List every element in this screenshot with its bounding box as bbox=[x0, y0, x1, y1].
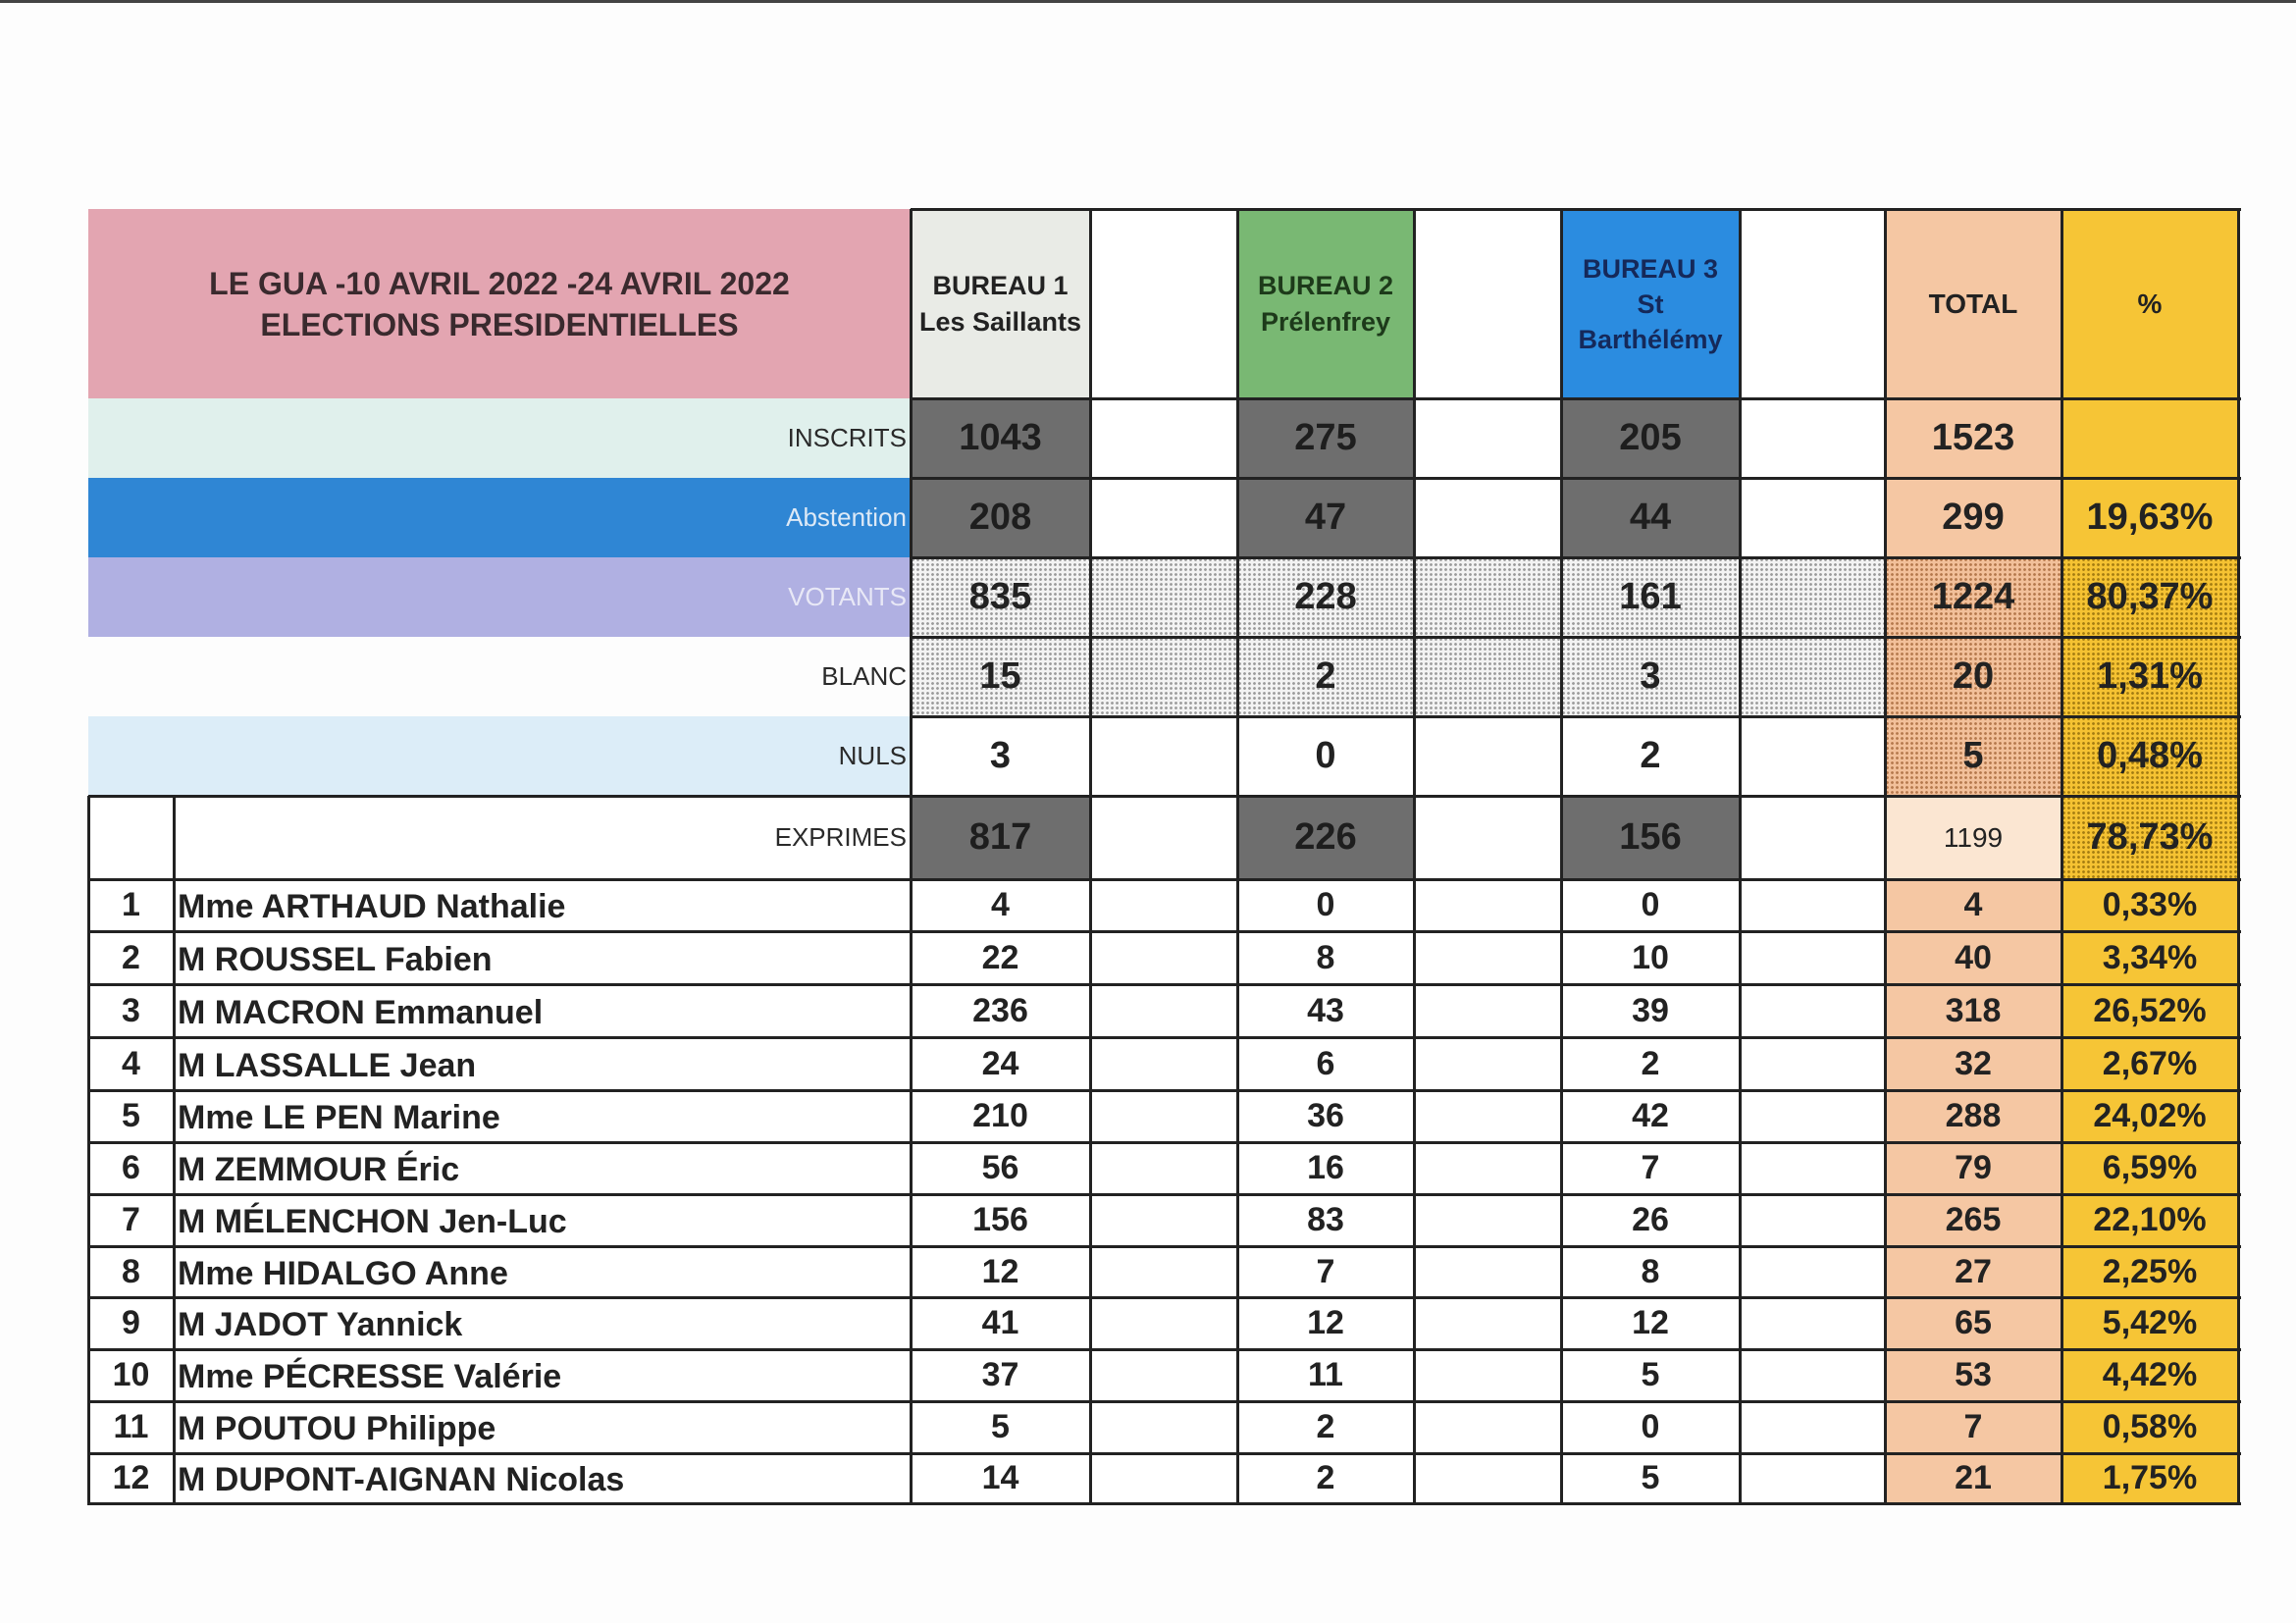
grid-h-summary-0 bbox=[911, 208, 2241, 211]
candidate-8-idx: 8 bbox=[88, 1246, 174, 1297]
candidate-2-blank-5 bbox=[1414, 931, 1561, 984]
candidate-11-total: 7 bbox=[1885, 1401, 2061, 1453]
blanc-b3: 3 bbox=[1561, 637, 1740, 716]
blanc-b1-blank bbox=[1090, 637, 1237, 716]
candidate-6-b2: 16 bbox=[1237, 1142, 1414, 1194]
candidate-3-pct: 26,52% bbox=[2061, 984, 2238, 1037]
summary-label-nuls: NULS bbox=[88, 716, 911, 796]
exprimes-index-blank bbox=[88, 796, 174, 879]
inscrits-b2: 275 bbox=[1237, 398, 1414, 478]
nuls-b3: 2 bbox=[1561, 716, 1740, 796]
candidate-9-blank-7 bbox=[1740, 1297, 1885, 1349]
summary-label-inscrits: INSCRITS bbox=[88, 398, 911, 478]
abstention-total: 299 bbox=[1885, 478, 2061, 557]
exprimes-b1: 817 bbox=[911, 796, 1090, 879]
grid-h-row-9 bbox=[88, 1348, 2241, 1351]
blanc-b2-blank bbox=[1414, 637, 1561, 716]
grid-h-row-4 bbox=[88, 1089, 2241, 1092]
candidate-3-blank-3 bbox=[1090, 984, 1237, 1037]
blanc-b1: 15 bbox=[911, 637, 1090, 716]
candidate-7-idx: 7 bbox=[88, 1194, 174, 1246]
candidate-8-name: Mme HIDALGO Anne bbox=[174, 1246, 911, 1297]
votants-b2: 228 bbox=[1237, 557, 1414, 637]
bureau-1-name: BUREAU 1 bbox=[932, 270, 1069, 300]
candidate-1-b2: 0 bbox=[1237, 879, 1414, 931]
candidate-8-b1: 12 bbox=[911, 1246, 1090, 1297]
candidate-2-b1: 22 bbox=[911, 931, 1090, 984]
candidate-9-blank-5 bbox=[1414, 1297, 1561, 1349]
candidate-9-b1: 41 bbox=[911, 1297, 1090, 1349]
candidate-10-blank-7 bbox=[1740, 1349, 1885, 1401]
candidate-6-total: 79 bbox=[1885, 1142, 2061, 1194]
candidate-7-b3: 26 bbox=[1561, 1194, 1740, 1246]
candidate-7-blank-3 bbox=[1090, 1194, 1237, 1246]
candidate-7-blank-5 bbox=[1414, 1194, 1561, 1246]
candidate-10-b2: 11 bbox=[1237, 1349, 1414, 1401]
candidate-8-blank-5 bbox=[1414, 1246, 1561, 1297]
grid-h-summary-6 bbox=[911, 795, 2241, 798]
candidate-9-blank-3 bbox=[1090, 1297, 1237, 1349]
candidate-5-blank-3 bbox=[1090, 1090, 1237, 1142]
candidate-1-b1: 4 bbox=[911, 879, 1090, 931]
grid-h-row-10 bbox=[88, 1400, 2241, 1403]
candidate-9-total: 65 bbox=[1885, 1297, 2061, 1349]
inscrits-pct bbox=[2061, 398, 2238, 478]
candidate-6-name: M ZEMMOUR Éric bbox=[174, 1142, 911, 1194]
bureau-1-place: Les Saillants bbox=[918, 306, 1082, 337]
candidate-1-total: 4 bbox=[1885, 879, 2061, 931]
nuls-b2: 0 bbox=[1237, 716, 1414, 796]
grid-v-5 bbox=[1739, 209, 1742, 1505]
candidate-2-pct: 3,34% bbox=[2061, 931, 2238, 984]
grid-v-7 bbox=[2061, 209, 2063, 1505]
nuls-b1: 3 bbox=[911, 716, 1090, 796]
votants-b2-blank bbox=[1414, 557, 1561, 637]
exprimes-b1-blank bbox=[1090, 796, 1237, 879]
candidate-10-b1: 37 bbox=[911, 1349, 1090, 1401]
inscrits-b3: 205 bbox=[1561, 398, 1740, 478]
grid-h-row-3 bbox=[88, 1036, 2241, 1039]
abstention-b2: 47 bbox=[1237, 478, 1414, 557]
grid-h-summary-4 bbox=[911, 636, 2241, 639]
candidate-2-b3: 10 bbox=[1561, 931, 1740, 984]
candidate-5-b2: 36 bbox=[1237, 1090, 1414, 1142]
candidate-12-b1: 14 bbox=[911, 1453, 1090, 1503]
candidate-8-b3: 8 bbox=[1561, 1246, 1740, 1297]
summary-label-abstention: Abstention bbox=[88, 478, 911, 557]
votants-b1-blank bbox=[1090, 557, 1237, 637]
candidate-6-pct: 6,59% bbox=[2061, 1142, 2238, 1194]
percent-header bbox=[2061, 209, 2238, 398]
candidate-8-blank-3 bbox=[1090, 1246, 1237, 1297]
grid-h-row-6 bbox=[88, 1193, 2241, 1196]
candidate-12-idx: 12 bbox=[88, 1453, 174, 1503]
candidate-9-pct: 5,42% bbox=[2061, 1297, 2238, 1349]
inscrits-total: 1523 bbox=[1885, 398, 2061, 478]
candidate-11-blank-5 bbox=[1414, 1401, 1561, 1453]
votants-pct: 80,37% bbox=[2061, 557, 2238, 637]
total-header bbox=[1885, 209, 2061, 398]
candidate-12-total: 21 bbox=[1885, 1453, 2061, 1503]
candidate-1-idx: 1 bbox=[88, 879, 174, 931]
summary-label-exprimes: EXPRIMES bbox=[174, 796, 911, 879]
title-block bbox=[88, 209, 911, 398]
grid-v-3 bbox=[1413, 209, 1416, 1505]
abstention-b3-blank bbox=[1740, 478, 1885, 557]
candidate-3-idx: 3 bbox=[88, 984, 174, 1037]
candidate-10-name: Mme PÉCRESSE Valérie bbox=[174, 1349, 911, 1401]
grid-v-left bbox=[87, 796, 90, 1505]
candidate-3-b3: 39 bbox=[1561, 984, 1740, 1037]
candidate-1-blank-7 bbox=[1740, 879, 1885, 931]
exprimes-total: 1199 bbox=[1885, 796, 2061, 879]
bureau-3-blank-header bbox=[1740, 209, 1885, 398]
votants-b1: 835 bbox=[911, 557, 1090, 637]
candidate-6-blank-5 bbox=[1414, 1142, 1561, 1194]
abstention-b2-blank bbox=[1414, 478, 1561, 557]
candidate-4-blank-3 bbox=[1090, 1037, 1237, 1090]
candidate-9-name: M JADOT Yannick bbox=[174, 1297, 911, 1349]
candidate-4-blank-5 bbox=[1414, 1037, 1561, 1090]
blanc-total: 20 bbox=[1885, 637, 2061, 716]
candidate-11-name: M POUTOU Philippe bbox=[174, 1401, 911, 1453]
candidate-10-b3: 5 bbox=[1561, 1349, 1740, 1401]
nuls-b1-blank bbox=[1090, 716, 1237, 796]
candidate-11-blank-3 bbox=[1090, 1401, 1237, 1453]
grid-h-row-12 bbox=[88, 1502, 2241, 1505]
candidate-11-pct: 0,58% bbox=[2061, 1401, 2238, 1453]
candidate-6-blank-7 bbox=[1740, 1142, 1885, 1194]
grid-v-4 bbox=[1560, 209, 1563, 1505]
candidate-1-blank-5 bbox=[1414, 879, 1561, 931]
grid-v-1 bbox=[1089, 209, 1092, 1505]
candidate-3-blank-5 bbox=[1414, 984, 1561, 1037]
grid-h-row-5 bbox=[88, 1141, 2241, 1144]
exprimes-b3-blank bbox=[1740, 796, 1885, 879]
candidate-5-pct: 24,02% bbox=[2061, 1090, 2238, 1142]
candidate-8-pct: 2,25% bbox=[2061, 1246, 2238, 1297]
total-header-label: TOTAL bbox=[1928, 288, 2018, 319]
bureau-3-place-line-2: Barthélémy bbox=[1578, 324, 1723, 354]
candidate-4-idx: 4 bbox=[88, 1037, 174, 1090]
title-line-2: ELECTIONS PRESIDENTIELLES bbox=[260, 306, 739, 342]
candidate-5-blank-7 bbox=[1740, 1090, 1885, 1142]
nuls-b2-blank bbox=[1414, 716, 1561, 796]
blanc-b2: 2 bbox=[1237, 637, 1414, 716]
grid-h-summary-2 bbox=[911, 477, 2241, 480]
inscrits-b3-blank bbox=[1740, 398, 1885, 478]
summary-label-votants: VOTANTS bbox=[88, 557, 911, 637]
nuls-pct: 0,48% bbox=[2061, 716, 2238, 796]
bureau-2-place: Prélenfrey bbox=[1260, 306, 1391, 337]
candidate-4-name: M LASSALLE Jean bbox=[174, 1037, 911, 1090]
candidate-1-blank-3 bbox=[1090, 879, 1237, 931]
bureau-2-blank-header bbox=[1414, 209, 1561, 398]
candidate-5-blank-5 bbox=[1414, 1090, 1561, 1142]
candidate-4-blank-7 bbox=[1740, 1037, 1885, 1090]
inscrits-b1-blank bbox=[1090, 398, 1237, 478]
candidate-4-b2: 6 bbox=[1237, 1037, 1414, 1090]
candidate-9-b2: 12 bbox=[1237, 1297, 1414, 1349]
inscrits-b2-blank bbox=[1414, 398, 1561, 478]
grid-v-6 bbox=[1884, 209, 1887, 1505]
candidate-5-total: 288 bbox=[1885, 1090, 2061, 1142]
nuls-b3-blank bbox=[1740, 716, 1885, 796]
grid-h-summary-3 bbox=[911, 556, 2241, 559]
candidate-12-blank-3 bbox=[1090, 1453, 1237, 1503]
candidate-2-idx: 2 bbox=[88, 931, 174, 984]
votants-b3: 161 bbox=[1561, 557, 1740, 637]
candidate-7-blank-7 bbox=[1740, 1194, 1885, 1246]
candidate-3-blank-7 bbox=[1740, 984, 1885, 1037]
grid-v-0 bbox=[910, 209, 913, 1505]
candidate-6-idx: 6 bbox=[88, 1142, 174, 1194]
bureau-3-header bbox=[1561, 209, 1740, 398]
grid-h-row-8 bbox=[88, 1296, 2241, 1299]
exprimes-b2-blank bbox=[1414, 796, 1561, 879]
inscrits-b1: 1043 bbox=[911, 398, 1090, 478]
candidate-8-b2: 7 bbox=[1237, 1246, 1414, 1297]
bureau-2-name: BUREAU 2 bbox=[1257, 270, 1394, 300]
candidate-8-total: 27 bbox=[1885, 1246, 2061, 1297]
candidate-8-blank-7 bbox=[1740, 1246, 1885, 1297]
candidate-4-b1: 24 bbox=[911, 1037, 1090, 1090]
candidate-9-b3: 12 bbox=[1561, 1297, 1740, 1349]
bureau-3-name: BUREAU 3 bbox=[1582, 253, 1719, 284]
candidate-12-blank-5 bbox=[1414, 1453, 1561, 1503]
candidate-11-blank-7 bbox=[1740, 1401, 1885, 1453]
summary-label-blanc: BLANC bbox=[88, 637, 911, 716]
candidate-4-total: 32 bbox=[1885, 1037, 2061, 1090]
grid-h-row-1 bbox=[88, 930, 2241, 933]
candidate-5-name: Mme LE PEN Marine bbox=[174, 1090, 911, 1142]
candidate-10-total: 53 bbox=[1885, 1349, 2061, 1401]
grid-h-summary-1 bbox=[911, 397, 2241, 400]
candidate-6-blank-3 bbox=[1090, 1142, 1237, 1194]
percent-header-label: % bbox=[2137, 288, 2163, 319]
candidate-11-b2: 2 bbox=[1237, 1401, 1414, 1453]
candidate-2-b2: 8 bbox=[1237, 931, 1414, 984]
exprimes-b3: 156 bbox=[1561, 796, 1740, 879]
candidate-4-pct: 2,67% bbox=[2061, 1037, 2238, 1090]
grid-v-index bbox=[173, 796, 176, 1505]
candidate-3-b2: 43 bbox=[1237, 984, 1414, 1037]
candidate-12-name: M DUPONT-AIGNAN Nicolas bbox=[174, 1453, 911, 1503]
candidate-5-idx: 5 bbox=[88, 1090, 174, 1142]
candidate-10-pct: 4,42% bbox=[2061, 1349, 2238, 1401]
votants-b3-blank bbox=[1740, 557, 1885, 637]
candidate-3-name: M MACRON Emmanuel bbox=[174, 984, 911, 1037]
bureau-3-place-line-1: St bbox=[1637, 288, 1664, 319]
candidate-7-b1: 156 bbox=[911, 1194, 1090, 1246]
candidate-7-b2: 83 bbox=[1237, 1194, 1414, 1246]
candidate-5-b3: 42 bbox=[1561, 1090, 1740, 1142]
candidate-9-idx: 9 bbox=[88, 1297, 174, 1349]
candidate-7-total: 265 bbox=[1885, 1194, 2061, 1246]
candidate-6-b1: 56 bbox=[911, 1142, 1090, 1194]
abstention-pct: 19,63% bbox=[2061, 478, 2238, 557]
candidate-1-name: Mme ARTHAUD Nathalie bbox=[174, 879, 911, 931]
candidate-1-pct: 0,33% bbox=[2061, 879, 2238, 931]
blanc-pct: 1,31% bbox=[2061, 637, 2238, 716]
abstention-b1-blank bbox=[1090, 478, 1237, 557]
candidate-7-name: M MÉLENCHON Jen-Luc bbox=[174, 1194, 911, 1246]
grid-h-row-0 bbox=[88, 878, 2241, 881]
candidate-10-blank-5 bbox=[1414, 1349, 1561, 1401]
candidate-2-blank-3 bbox=[1090, 931, 1237, 984]
candidate-3-total: 318 bbox=[1885, 984, 2061, 1037]
page-top-rule bbox=[0, 0, 2296, 3]
grid-v-2 bbox=[1236, 209, 1239, 1505]
nuls-total: 5 bbox=[1885, 716, 2061, 796]
candidate-6-b3: 7 bbox=[1561, 1142, 1740, 1194]
grid-h-row-11 bbox=[88, 1452, 2241, 1455]
candidate-5-b1: 210 bbox=[911, 1090, 1090, 1142]
candidate-7-pct: 22,10% bbox=[2061, 1194, 2238, 1246]
candidate-10-blank-3 bbox=[1090, 1349, 1237, 1401]
candidate-12-b2: 2 bbox=[1237, 1453, 1414, 1503]
grid-h-row-2 bbox=[88, 983, 2241, 986]
candidate-2-blank-7 bbox=[1740, 931, 1885, 984]
candidate-12-b3: 5 bbox=[1561, 1453, 1740, 1503]
exprimes-b2: 226 bbox=[1237, 796, 1414, 879]
grid-h-summary-5 bbox=[911, 715, 2241, 718]
blanc-b3-blank bbox=[1740, 637, 1885, 716]
candidate-4-b3: 2 bbox=[1561, 1037, 1740, 1090]
votants-total: 1224 bbox=[1885, 557, 2061, 637]
abstention-b3: 44 bbox=[1561, 478, 1740, 557]
candidate-11-b1: 5 bbox=[911, 1401, 1090, 1453]
exprimes-pct: 78,73% bbox=[2061, 796, 2238, 879]
candidate-2-total: 40 bbox=[1885, 931, 2061, 984]
grid-v-8 bbox=[2237, 209, 2240, 1505]
grid-h-row-7 bbox=[88, 1245, 2241, 1248]
grid-h-exprimes-top bbox=[88, 795, 913, 798]
candidate-10-idx: 10 bbox=[88, 1349, 174, 1401]
candidate-11-idx: 11 bbox=[88, 1401, 174, 1453]
candidate-12-pct: 1,75% bbox=[2061, 1453, 2238, 1503]
candidate-1-b3: 0 bbox=[1561, 879, 1740, 931]
title-line-1: LE GUA -10 AVRIL 2022 -24 AVRIL 2022 bbox=[209, 265, 790, 301]
bureau-1-blank-header bbox=[1090, 209, 1237, 398]
candidate-12-blank-7 bbox=[1740, 1453, 1885, 1503]
bureau-2-header bbox=[1237, 209, 1414, 398]
candidate-11-b3: 0 bbox=[1561, 1401, 1740, 1453]
abstention-b1: 208 bbox=[911, 478, 1090, 557]
bureau-1-header bbox=[911, 209, 1090, 398]
candidate-2-name: M ROUSSEL Fabien bbox=[174, 931, 911, 984]
candidate-3-b1: 236 bbox=[911, 984, 1090, 1037]
